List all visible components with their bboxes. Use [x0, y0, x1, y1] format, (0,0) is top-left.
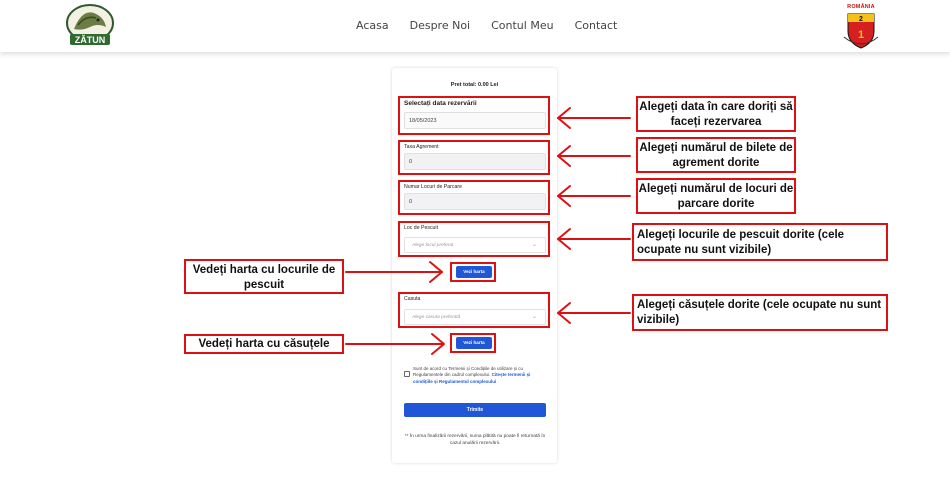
- highlight-fishing-map: [450, 262, 496, 282]
- svg-text:2: 2: [859, 16, 863, 23]
- cabin-map-button[interactable]: Vezi harta: [456, 337, 492, 349]
- fishing-map-button[interactable]: Vezi harta: [456, 266, 492, 278]
- terms-checkbox[interactable]: [404, 371, 410, 377]
- terms-text: [413, 366, 549, 385]
- highlight-parking: [398, 180, 550, 215]
- date-value: 18/05/2023: [409, 118, 437, 124]
- parking-value: 0: [409, 199, 413, 205]
- crest-text: ROMÂNIA: [847, 4, 875, 10]
- submit-button[interactable]: Trimite: [404, 403, 546, 417]
- callout-cabin: Alegeți căsuțele dorite (cele ocupate nu sunt vizibile): [632, 294, 888, 331]
- nav-contul-meu[interactable]: Contul Meu: [491, 19, 554, 32]
- highlight-tickets: [398, 140, 550, 175]
- callout-parking: Alegeți numărul de locuri de parcare dorite: [636, 178, 796, 214]
- callout-cabin-map: Vedeți harta cu căsuțele: [184, 334, 344, 354]
- highlight-cabin: [398, 292, 550, 328]
- romania-crest: [840, 4, 882, 50]
- chevron-down-icon: ⌄: [531, 242, 537, 248]
- main-nav: [356, 19, 638, 32]
- callout-fishing-map: Vedeți harta cu locurile de pescuit: [184, 259, 344, 294]
- nav-contact[interactable]: Contact: [574, 19, 618, 32]
- callout-tickets: Alegeți numărul de bilete de agrement dorite: [636, 137, 796, 173]
- highlight-date: [398, 96, 550, 135]
- zatun-logo[interactable]: [64, 3, 116, 48]
- fishing-spot-label: Loc de Pescuit: [404, 225, 439, 231]
- parking-label: Numar Locuri de Parcare: [404, 184, 462, 190]
- nav-acasa[interactable]: Acasa: [356, 19, 389, 32]
- refund-note: ** În urma finalizării rezervării, suma plătită nu poate fi returnată în cazul anulării rezervării.: [404, 434, 546, 446]
- cabin-label: Casuta: [404, 296, 421, 302]
- crest-shield-icon: [840, 11, 882, 51]
- date-label: Selectați data rezervării: [404, 100, 477, 107]
- svg-text:1: 1: [857, 29, 865, 41]
- chevron-down-icon: ⌄: [531, 314, 537, 320]
- callout-date: Alegeți data în care doriți să faceți rezervarea: [636, 96, 796, 132]
- nav-despre-noi[interactable]: Despre Noi: [409, 19, 471, 32]
- total-price: Pret total: 0.00 Lei: [450, 82, 499, 88]
- terms-link[interactable]: Citește termenii și condițiile și Regulamentul complexului: [413, 372, 531, 384]
- callout-fishing-spot: Alegeți locurile de pescuit dorite (cele ocupate nu sunt vizibile): [632, 223, 888, 261]
- cabin-placeholder: Alege casuta preferată: [412, 315, 461, 320]
- site-header: [0, 0, 950, 52]
- ticket-value: 0: [409, 159, 413, 165]
- fishing-spot-placeholder: Alege locul preferat: [412, 243, 454, 248]
- highlight-fishing-spot: [398, 221, 550, 257]
- highlight-cabin-map: [450, 333, 496, 353]
- terms-body: Sunt de acord cu Termenii și Condițiile de utilizare și cu Regulamentele din cadrul complexului.: [413, 366, 523, 378]
- ticket-label: Taxa Agrement: [404, 144, 439, 150]
- logo-text: ZĂTUN: [74, 35, 106, 45]
